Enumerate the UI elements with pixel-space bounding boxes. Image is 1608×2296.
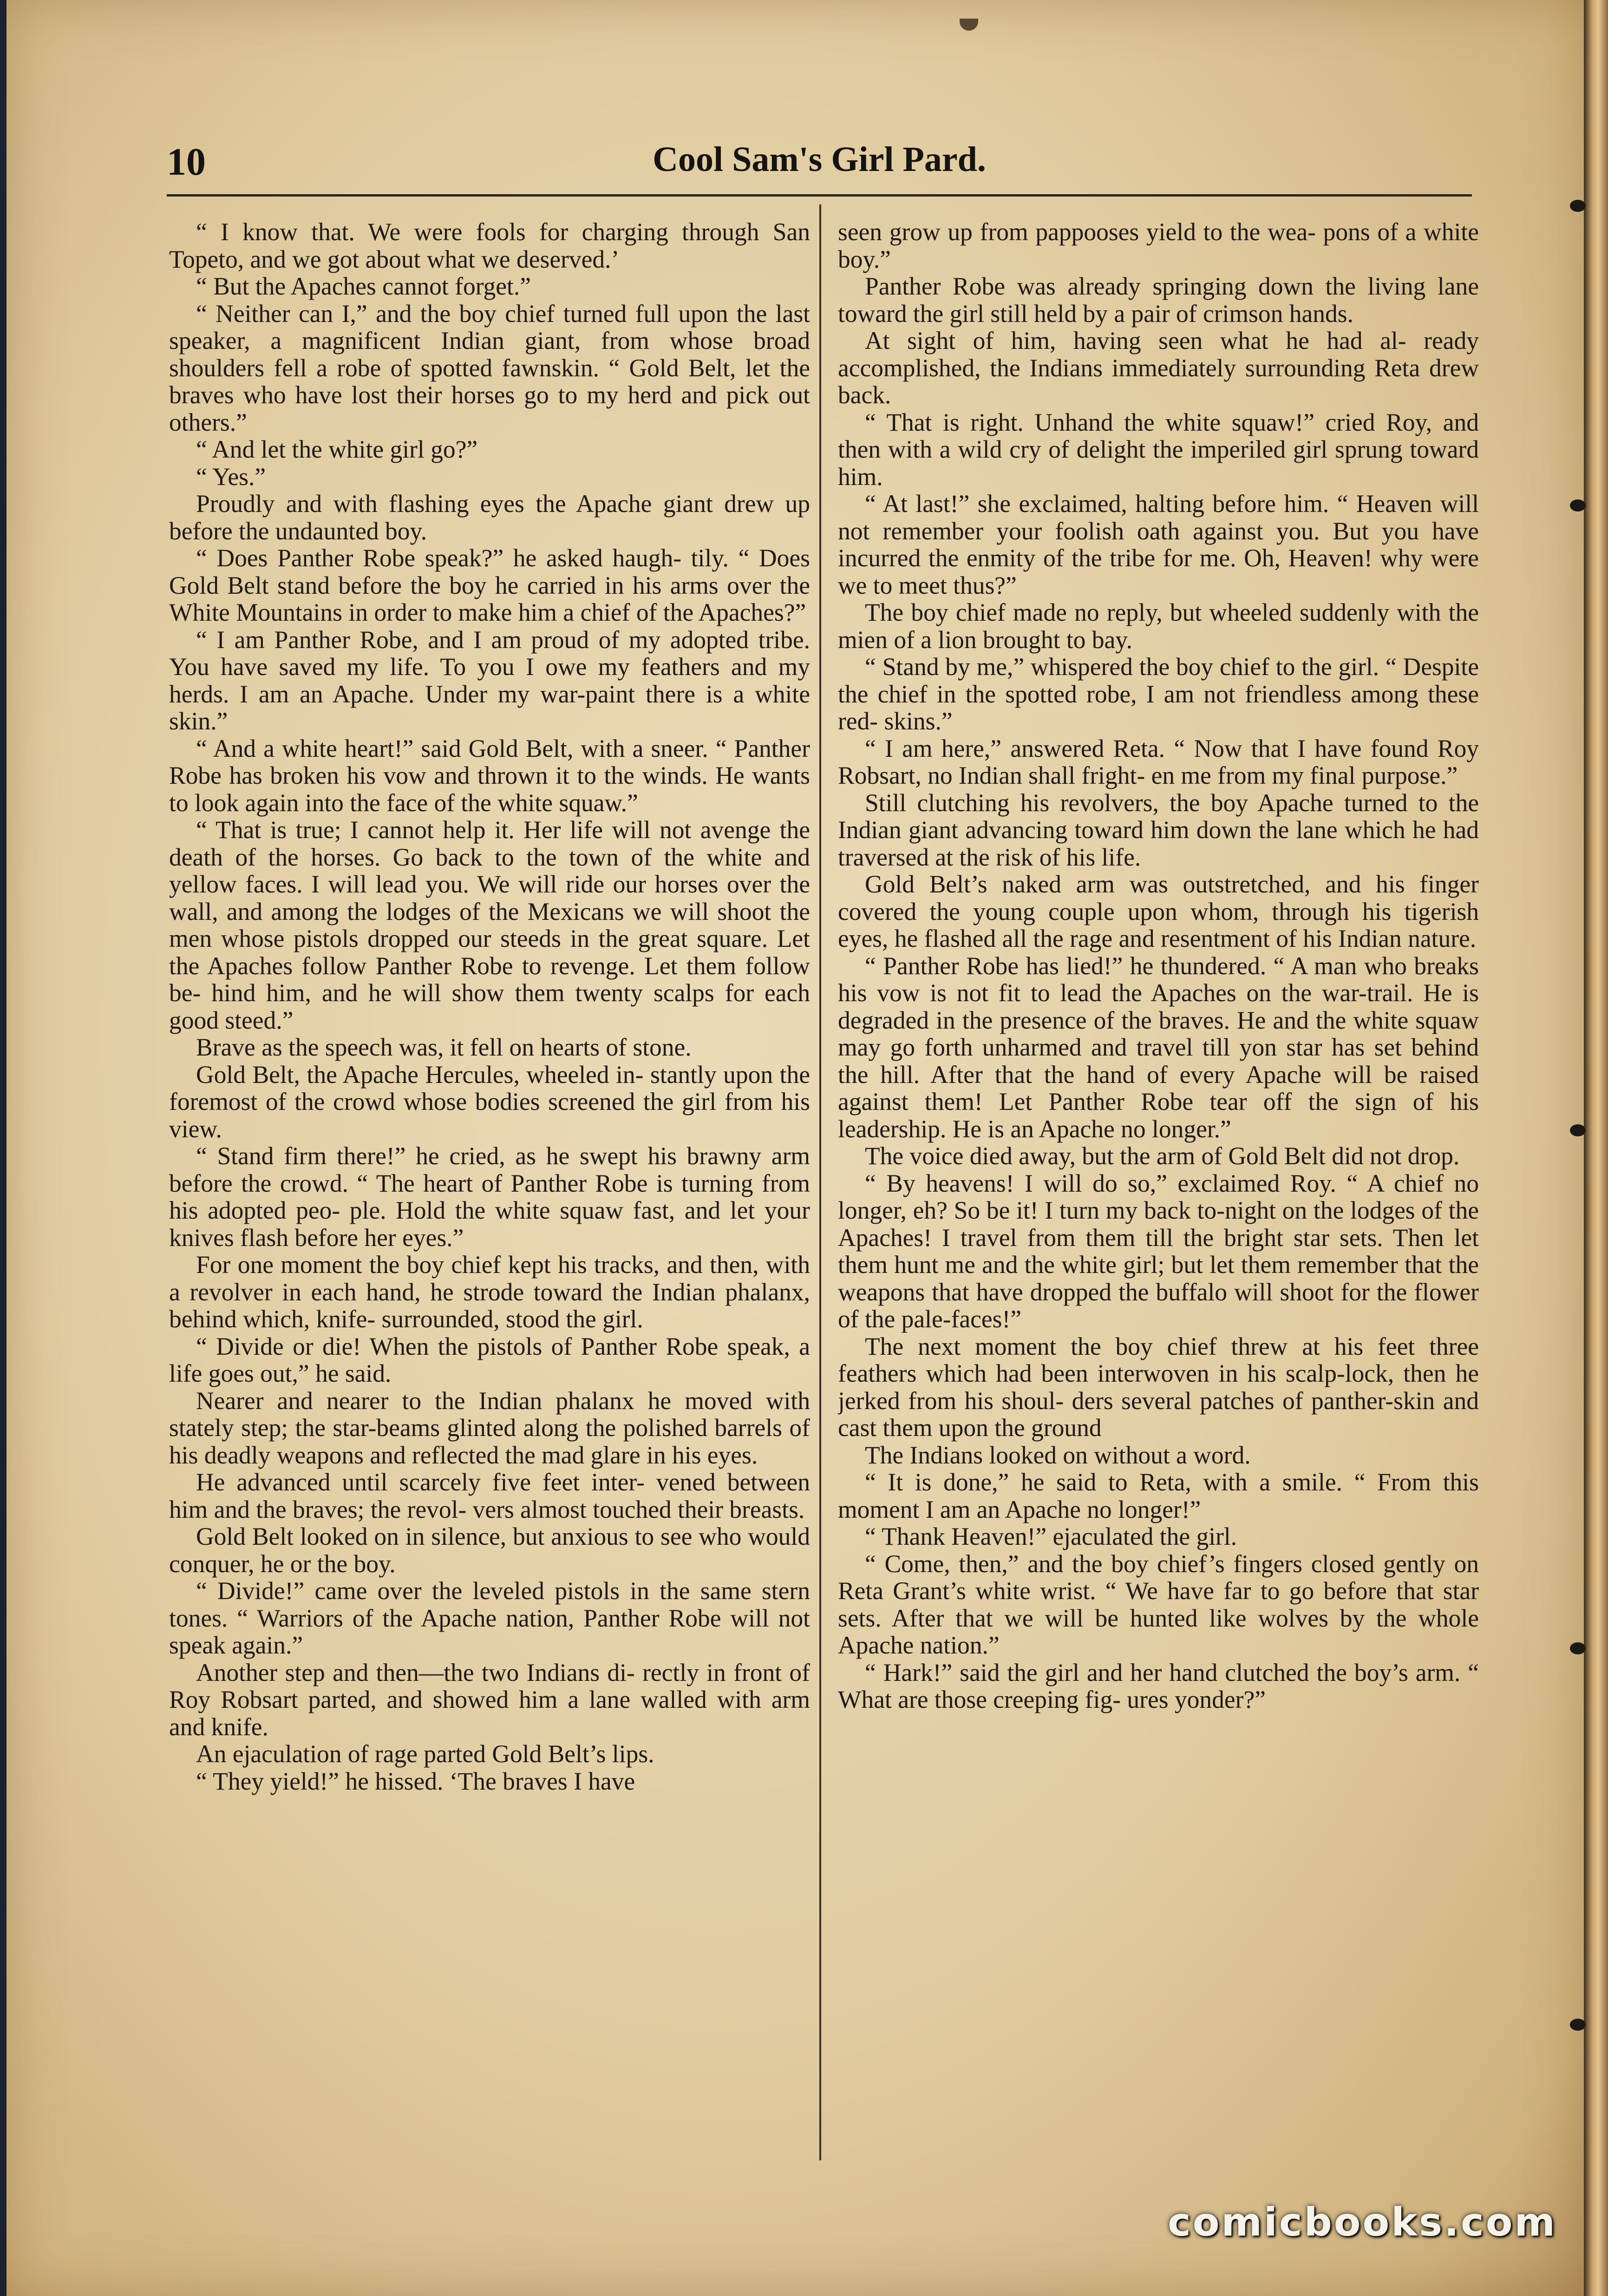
- column-divider: [819, 204, 821, 2160]
- paragraph: Proudly and with flashing eyes the Apache giant drew up before the undaunted boy.: [169, 490, 810, 545]
- paragraph: At sight of him, having seen what he had al- ready accomplished, the Indians immediately surrounding Reta drew back.: [838, 327, 1479, 409]
- paragraph: “ Does Panther Robe speak?” he asked haugh- tily. “ Does Gold Belt stand before the boy he carried in his arms over the White Mountains in order to make him a chief of the Apaches?”: [169, 544, 810, 626]
- staple-hole: [1570, 1124, 1586, 1136]
- paragraph: He advanced until scarcely five feet inter- vened between him and the braves; the revol- vers almost touched their breasts.: [169, 1468, 810, 1523]
- paragraph: “ Stand by me,” whispered the boy chief to the girl. “ Despite the chief in the spotted robe, I am not friendless among these red- skins.”: [838, 653, 1479, 735]
- page-number: 10: [167, 140, 206, 184]
- paragraph: “ Neither can I,” and the boy chief turned full upon the last speaker, a magnificent Indian giant, from whose broad shoulders fell a robe of spotted fawnskin. “ Gold Belt, let the braves who have lost their horses go to my herd and pick out others.”: [169, 299, 810, 436]
- site-watermark: comicbooks.com: [1168, 2199, 1557, 2245]
- page-header: [167, 139, 1472, 190]
- paragraph: “ And a white heart!” said Gold Belt, with a sneer. “ Panther Robe has broken his vow and thrown it to the winds. He wants to look again into the face of the white squaw.”: [169, 734, 810, 817]
- paragraph: “ I am here,” answered Reta. “ Now that I have found Roy Robsart, no Indian shall fright- en me from my final purpose.”: [838, 734, 1479, 789]
- paragraph: Panther Robe was already springing down the living lane toward the girl still held by a pair of crimson hands.: [838, 272, 1479, 328]
- paragraph: Gold Belt, the Apache Hercules, wheeled in- stantly upon the foremost of the crowd whose bodies screened the girl from his view.: [169, 1060, 810, 1143]
- left-text-column: [169, 218, 810, 2160]
- paragraph: “ By heavens! I will do so,” exclaimed Roy. “ A chief no longer, eh? So be it! I turn my back to-night on the lodges of the Apaches! I travel from them till the bright star sets. Then let them hunt me and the white girl; but let them remember that the weapons that have dropped the buffalo will shoot for the flower of the pale-faces!”: [838, 1169, 1479, 1333]
- paragraph: “ That is true; I cannot help it. Her life will not avenge the death of the horses. Go back to the town of the white and yellow faces. I will lead you. We will ride our horses over the wall, and among the lodges of the Mexicans we will shoot the men whose pistols dropped our steeds in the great square. Let the Apaches follow Panther Robe to revenge. Let them follow be- hind him, and he will show them twenty scalps for each good steed.”: [169, 816, 810, 1034]
- paragraph: The boy chief made no reply, but wheeled suddenly with the mien of a lion brought to bay.: [838, 598, 1479, 654]
- paragraph: Still clutching his revolvers, the boy Apache turned to the Indian giant advancing toward him down the lane which he had traversed at the risk of his life.: [838, 788, 1479, 871]
- binding-staple-holes: [1570, 0, 1588, 2296]
- paragraph: “ Divide!” came over the leveled pistols in the same stern tones. “ Warriors of the Apache nation, Panther Robe will not speak again.”: [169, 1577, 810, 1659]
- header-rule: [167, 194, 1472, 197]
- paragraph: “ At last!” she exclaimed, halting before him. “ Heaven will not remember your foolish oath against you. But you have incurred the enmity of the tribe for me. Oh, Heaven! why were we to meet thus?”: [838, 490, 1479, 599]
- staple-hole: [1570, 1642, 1586, 1654]
- magazine-page: [7, 0, 1584, 2296]
- paragraph: “ They yield!” he hissed. ‘The braves I have: [196, 1767, 635, 1795]
- paragraph: The voice died away, but the arm of Gold Belt did not drop.: [865, 1142, 1460, 1170]
- paragraph: An ejaculation of rage parted Gold Belt’s lips.: [196, 1740, 654, 1768]
- paragraph: “ Come, then,” and the boy chief’s fingers closed gently on Reta Grant’s white wrist. “ We have far to go before that star sets. After that we will be hunted like wolves by the whole Apache nation.”: [838, 1549, 1479, 1659]
- paragraph: Gold Belt looked on in silence, but anxious to see who would conquer, he or the boy.: [169, 1522, 810, 1578]
- paragraph: “ Yes.”: [196, 462, 266, 491]
- paragraph: For one moment the boy chief kept his tracks, and then, with a revolver in each hand, he strode toward the Indian phalanx, behind which, knife- surrounded, stood the girl.: [169, 1251, 810, 1333]
- right-text-column: [838, 218, 1479, 2160]
- running-title: Cool Sam's Girl Pard.: [653, 140, 986, 179]
- paragraph: “ I am Panther Robe, and I am proud of my adopted tribe. You have saved my life. To you I owe my feathers and my herds. I am an Apache. Under my war-paint there is a white skin.”: [169, 625, 810, 735]
- staple-hole: [1570, 499, 1586, 512]
- paragraph: seen grow up from pappooses yield to the wea- pons of a white boy.”: [838, 218, 1479, 273]
- paragraph: “ Divide or die! When the pistols of Panther Robe speak, a life goes out,” he said.: [169, 1332, 810, 1387]
- paragraph: “ But the Apaches cannot forget.”: [196, 272, 531, 300]
- paragraph: “ Hark!” said the girl and her hand clutched the boy’s arm. “ What are those creeping fig- ures yonder?”: [838, 1658, 1479, 1713]
- staple-hole: [1570, 2019, 1586, 2031]
- paragraph: “ Thank Heaven!” ejaculated the girl.: [865, 1522, 1237, 1550]
- paragraph: Brave as the speech was, it fell on hearts of stone.: [196, 1033, 692, 1061]
- page-tear-mark: [960, 19, 978, 31]
- paragraph: Gold Belt’s naked arm was outstretched, and his finger covered the young couple upon whom, through his tigerish eyes, he flashed all the rage and resentment of his Indian nature.: [838, 870, 1479, 952]
- paragraph: Nearer and nearer to the Indian phalanx he moved with stately step; the star-beams glinted along the polished barrels of his deadly weapons and reflected the mad glare in his eyes.: [169, 1386, 810, 1469]
- paragraph: “ Panther Robe has lied!” he thundered. “ A man who breaks his vow is not fit to lead the Apaches on the war-trail. He is degraded in the presence of the braves. He and the white squaw may go forth unharmed and travel till yon star has set behind the hill. After that the hand of every Apache will be raised against them! Let Panther Robe tear off the sign of his leadership. He is an Apache no longer.”: [838, 951, 1479, 1143]
- paragraph: Another step and then—the two Indians di- rectly in front of Roy Robsart parted, and showed him a lane walled with arm and knife.: [169, 1658, 810, 1741]
- paragraph: “ I know that. We were fools for charging through San Topeto, and we got about what we deserved.’: [169, 218, 810, 273]
- paragraph: The Indians looked on without a word.: [865, 1441, 1251, 1469]
- paragraph: “ It is done,” he said to Reta, with a smile. “ From this moment I am an Apache no longer!”: [838, 1468, 1479, 1523]
- paragraph: “ And let the white girl go?”: [196, 435, 478, 463]
- paragraph: The next moment the boy chief threw at his feet three feathers which had been interwoven in his scalp-lock, then he jerked from his shoul- ders several patches of panther-skin and cast them upon the ground: [838, 1332, 1479, 1442]
- paragraph: “ Stand firm there!” he cried, as he swept his brawny arm before the crowd. “ The heart of Panther Robe is turning from his adopted peo- ple. Hold the white squaw fast, and let your knives flash before her eyes.”: [169, 1142, 810, 1252]
- paragraph: “ That is right. Unhand the white squaw!” cried Roy, and then with a wild cry of delight the imperiled girl sprung toward him.: [838, 408, 1479, 491]
- staple-hole: [1570, 200, 1586, 212]
